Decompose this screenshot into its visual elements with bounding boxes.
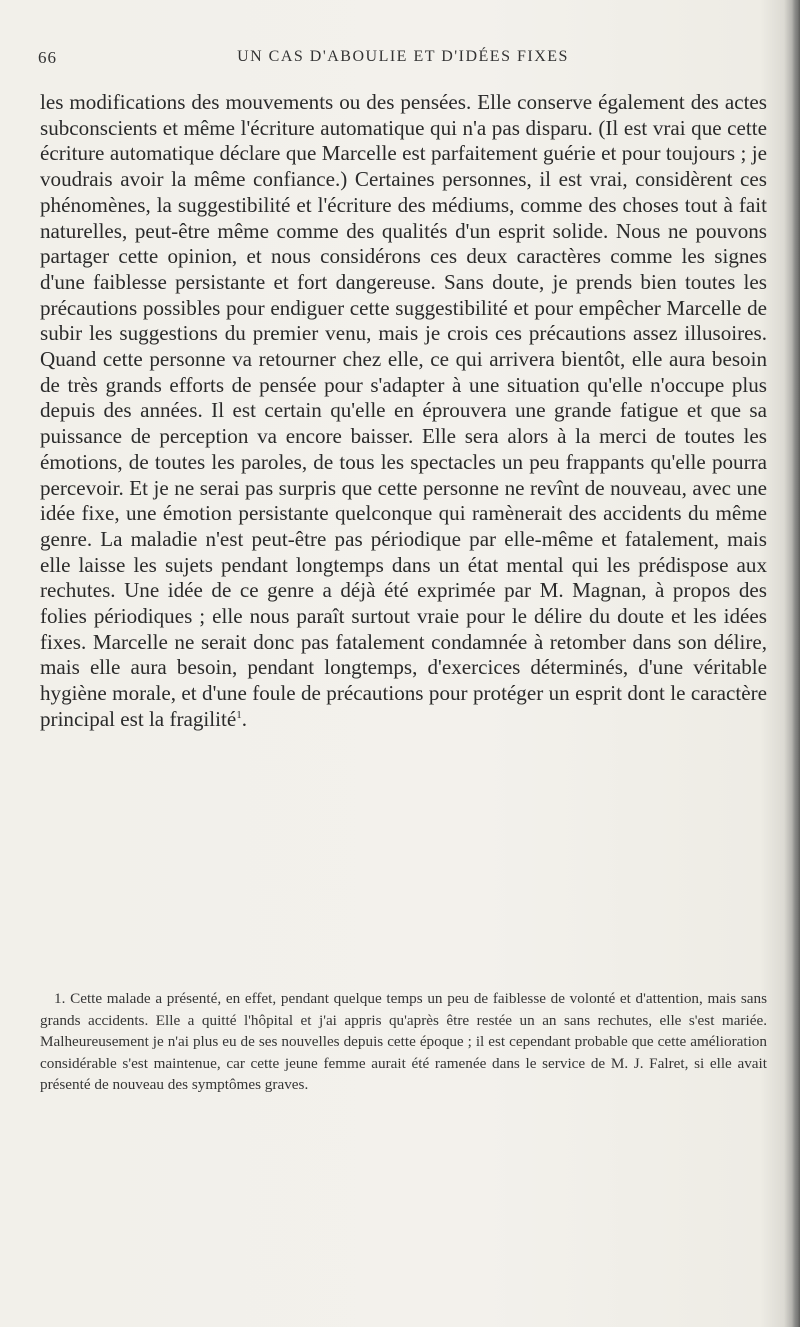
page-edge-shadow — [792, 0, 800, 1327]
footnote-number: 1. — [54, 990, 66, 1007]
page-number: 66 — [38, 48, 57, 67]
main-paragraph — [40, 90, 767, 733]
paragraph-text: les modifications des mouvements ou des pensées. Elle conserve également des actes subconscients et même l'écriture automatique qui n'a pas disparu. (Il est vrai que cette écriture automatique déclare que Marcelle est parfaitement guérie et pour toujours ; je voudrais avoir la même confiance.) Certaines personnes, il est vrai, considèrent ces phénomènes, la suggestibilité et l'écriture des médiums, comme des choses tout à fait naturelles, peut-être même comme des qualités d'un esprit solide. Nous ne pouvons partager cette opinion, et nous considérons ces deux caractères comme les signes d'une faiblesse persistante et fort dangereuse. Sans doute, je prends bien toutes les précautions possibles pour endiguer cette suggestibilité et pour empêcher Marcelle de subir les suggestions du premier venu, mais je crois ces précautions assez illusoires. Quand cette personne va retourner chez elle, ce qui arrivera bientôt, elle aura besoin de très grands efforts de pensée pour s'adapter à une situation qu'elle n'occupe plus depuis des années. Il est certain qu'elle en éprouvera une grande fatigue et que sa puissance de perception va encore baisser. Elle sera alors à la merci de toutes les émotions, de toutes les paroles, de tous les spectacles un peu frappants qu'elle pourra percevoir. Et je ne serai pas surpris que cette personne ne revînt de nouveau, avec une idée fixe, une émotion persistante quelconque qui ramènerait des accidents du même genre. La maladie n'est peut-être pas périodique par elle-même et fatalement, mais elle laisse les sujets pendant longtemps dans un état mental qui les prédispose aux rechutes. Une idée de ce genre a déjà été exprimée par M. Magnan, à propos des folies périodiques ; elle nous paraît surtout vraie pour le délire du doute et les idées fixes. Marcelle ne serait donc pas fatalement condamnée à retomber dans son délire, mais elle aura besoin, pendant longtemps, d'exercices déterminés, d'une véritable hygiène morale, et d'une foule de précautions pour protéger un esprit dont le caractère principal est la fragilité — [40, 90, 767, 731]
footnote-reference: 1 — [236, 708, 242, 721]
footnote-text: Cette malade a présenté, en effet, pendant quelque temps un peu de faiblesse de volonté et d'attention, mais sans grands accidents. Elle a quitté l'hôpital et j'ai appris qu'après être restée un an sans rechutes, elle s'est mariée. Malheureusement je n'ai plus eu de ses nouvelles depuis cette époque ; il est cependant probable que cette amélioration considérable s'est maintenue, car cette jeune femme aurait été ramenée dans le service de M. J. Falret, si elle avait présenté de nouveau des symptômes graves. — [40, 990, 768, 1094]
paragraph-end-punctuation: . — [241, 706, 247, 731]
footnote — [40, 988, 767, 1096]
running-title: UN CAS D'ABOULIE ET D'IDÉES FIXES — [237, 48, 569, 65]
page-header — [38, 48, 768, 78]
